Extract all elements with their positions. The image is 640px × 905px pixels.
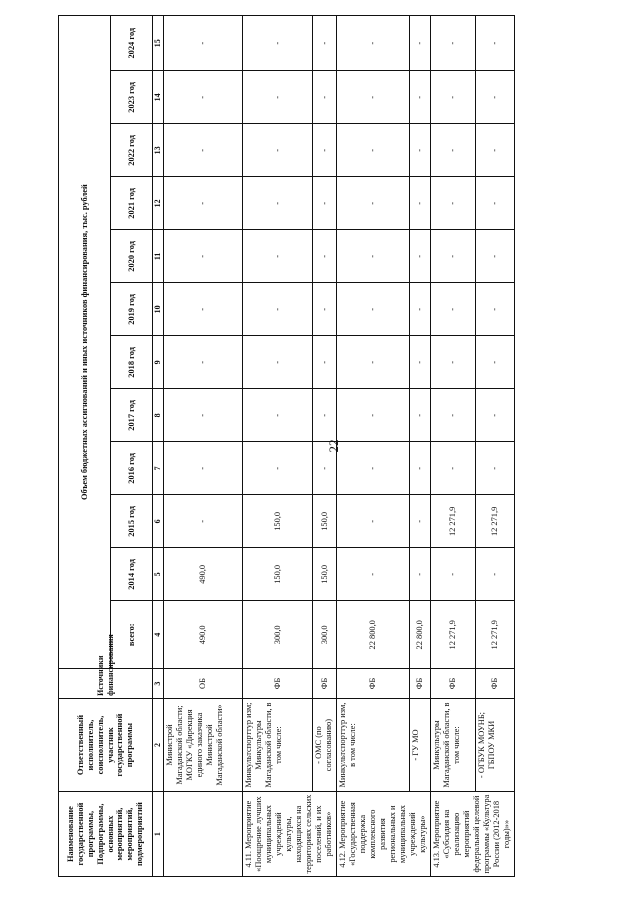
column-index: 5	[153, 548, 164, 601]
year-value-cell: -	[476, 442, 515, 495]
year-value-cell: -	[164, 16, 243, 71]
year-value-cell: -	[409, 548, 431, 601]
total-value-cell: 300,0	[312, 601, 337, 669]
year-value-cell: -	[431, 283, 476, 336]
program-name-cell: 4.13. Мероприятие «Субсидия на реализацию мероприятий федеральной целевой программы «Культура России (2012-2018 годы)»»	[431, 792, 515, 877]
column-index: 14	[153, 71, 164, 124]
year-value-cell: -	[409, 16, 431, 71]
year-value-cell: -	[312, 124, 337, 177]
year-value-cell: -	[409, 442, 431, 495]
header-year: 2024 год	[111, 16, 153, 71]
year-value-cell: -	[409, 71, 431, 124]
budget-table	[58, 15, 515, 877]
funding-source-cell: ФБ	[409, 669, 431, 699]
year-value-cell: -	[337, 124, 409, 177]
column-index-row	[153, 16, 164, 877]
total-value-cell: 490,0	[164, 601, 243, 669]
program-name-cell: 4.11. Мероприятие «Поощрение лучших муниципальных учреждений культуры, находящихся на территориях сельских поселений, и их работников»	[243, 792, 337, 877]
year-value-cell: -	[337, 177, 409, 230]
year-value-cell: -	[409, 177, 431, 230]
total-value-cell: 22 800,0	[337, 601, 409, 669]
year-value-cell: -	[312, 389, 337, 442]
year-value-cell: 150,0	[243, 495, 312, 548]
executor-cell: - ГУ МО	[409, 698, 431, 791]
year-value-cell: -	[409, 336, 431, 389]
column-index: 11	[153, 230, 164, 283]
header-executor: Ответственный исполнитель, соисполнитель, участник государственной программы	[59, 698, 153, 791]
year-value-cell: -	[164, 230, 243, 283]
year-value-cell: -	[337, 336, 409, 389]
column-index: 13	[153, 124, 164, 177]
header-year: 2014 год	[111, 548, 153, 601]
page-number: 22	[326, 439, 341, 453]
executor-cell: Минкультуры Магаданской области, в том числе:	[431, 698, 476, 791]
column-index: 8	[153, 389, 164, 442]
year-value-cell: -	[312, 230, 337, 283]
column-index: 7	[153, 442, 164, 495]
year-value-cell: -	[476, 124, 515, 177]
year-value-cell: -	[431, 16, 476, 71]
rotated-page-content	[58, 15, 515, 877]
header-year: 2021 год	[111, 177, 153, 230]
column-index: 12	[153, 177, 164, 230]
year-value-cell: 150,0	[312, 548, 337, 601]
year-value-cell: 150,0	[312, 495, 337, 548]
year-value-cell: 490,0	[164, 548, 243, 601]
year-value-cell: -	[164, 71, 243, 124]
table-body	[164, 16, 515, 877]
table-header	[59, 16, 164, 877]
total-value-cell: 22 800,0	[409, 601, 431, 669]
header-funding-volume: Объем бюджетных ассигнований и иных источников финансирования, тыс. рублей	[59, 16, 111, 669]
year-value-cell: -	[312, 71, 337, 124]
header-funding-source: Источники финансирования	[59, 669, 153, 699]
year-value-cell: -	[431, 177, 476, 230]
year-value-cell: -	[337, 495, 409, 548]
header-year: 2023 год	[111, 71, 153, 124]
column-index: 1	[153, 792, 164, 877]
table-row	[431, 16, 476, 877]
year-value-cell: -	[337, 283, 409, 336]
table-row	[312, 16, 337, 877]
total-value-cell: 12 271,9	[431, 601, 476, 669]
year-value-cell: -	[409, 283, 431, 336]
year-value-cell: -	[409, 389, 431, 442]
year-value-cell: 12 271,9	[476, 495, 515, 548]
year-value-cell: -	[476, 230, 515, 283]
funding-source-cell: ФБ	[312, 669, 337, 699]
year-value-cell: -	[164, 389, 243, 442]
year-value-cell: -	[337, 230, 409, 283]
funding-source-cell: ФБ	[476, 669, 515, 699]
total-value-cell: 12 271,9	[476, 601, 515, 669]
year-value-cell: -	[476, 283, 515, 336]
header-year: 2019 год	[111, 283, 153, 336]
table-row	[164, 16, 243, 877]
year-value-cell: -	[164, 177, 243, 230]
year-value-cell: -	[243, 71, 312, 124]
year-value-cell: -	[476, 548, 515, 601]
year-value-cell: -	[243, 177, 312, 230]
year-value-cell: -	[476, 71, 515, 124]
executor-cell: - ОМС (по согласованию)	[312, 698, 337, 791]
year-value-cell: -	[164, 495, 243, 548]
year-value-cell: -	[337, 442, 409, 495]
funding-source-cell: ФБ	[431, 669, 476, 699]
year-value-cell: -	[243, 389, 312, 442]
year-value-cell: -	[243, 124, 312, 177]
header-total: всего:	[111, 601, 153, 669]
header-year: 2020 год	[111, 230, 153, 283]
header-year: 2022 год	[111, 124, 153, 177]
year-value-cell: -	[164, 124, 243, 177]
year-value-cell: -	[431, 124, 476, 177]
year-value-cell: -	[164, 283, 243, 336]
year-value-cell: -	[409, 124, 431, 177]
header-year: 2015 год	[111, 495, 153, 548]
column-index: 6	[153, 495, 164, 548]
year-value-cell: -	[312, 177, 337, 230]
year-value-cell: -	[312, 336, 337, 389]
executor-cell: Минкультспорттур изм, в том числе:	[337, 698, 409, 791]
column-index: 15	[153, 16, 164, 71]
year-value-cell: 150,0	[243, 548, 312, 601]
year-value-cell: -	[243, 336, 312, 389]
executor-cell: Министрой Магаданской области; МОГКУ «Дирекция единого заказчика Министрой Магаданской области»	[164, 698, 243, 791]
year-value-cell: -	[476, 389, 515, 442]
column-index: 3	[153, 669, 164, 699]
year-value-cell: -	[243, 442, 312, 495]
year-value-cell: -	[337, 71, 409, 124]
executor-cell: Минкультспорттур изм; Минкультуры Магаданской области, в том числе:	[243, 698, 312, 791]
year-value-cell: -	[431, 71, 476, 124]
year-value-cell: -	[431, 442, 476, 495]
year-value-cell: -	[243, 16, 312, 71]
program-name-cell: 4.12. Мероприятие «Государственная поддержка комплексного развития региональных и муниципальных учреждений культуры»	[337, 792, 431, 877]
program-name-cell	[164, 792, 243, 877]
year-value-cell: -	[243, 283, 312, 336]
total-value-cell: 300,0	[243, 601, 312, 669]
year-value-cell: -	[431, 389, 476, 442]
year-value-cell: 12 271,9	[431, 495, 476, 548]
year-value-cell: -	[312, 442, 337, 495]
year-value-cell: -	[409, 230, 431, 283]
year-value-cell: -	[476, 336, 515, 389]
year-value-cell: -	[312, 16, 337, 71]
column-index: 4	[153, 601, 164, 669]
table-row	[409, 16, 431, 877]
year-value-cell: -	[337, 16, 409, 71]
year-value-cell: -	[476, 16, 515, 71]
header-year: 2017 год	[111, 389, 153, 442]
funding-source-cell: ОБ	[164, 669, 243, 699]
table-row	[476, 16, 515, 877]
header-program-name: Наименование государственной программы, Подпрограммы, основных мероприятий, мероприятий, подмероприятий	[59, 792, 153, 877]
year-value-cell: -	[164, 442, 243, 495]
year-value-cell: -	[431, 230, 476, 283]
executor-cell: - ОГБУК МОУНБ; ГБПОУ МКИ	[476, 698, 515, 791]
year-value-cell: -	[243, 230, 312, 283]
header-year: 2016 год	[111, 442, 153, 495]
year-value-cell: -	[337, 389, 409, 442]
header-year: 2018 год	[111, 336, 153, 389]
year-value-cell: -	[409, 495, 431, 548]
column-index: 2	[153, 698, 164, 791]
year-value-cell: -	[164, 336, 243, 389]
year-value-cell: -	[476, 177, 515, 230]
year-value-cell: -	[431, 336, 476, 389]
year-value-cell: -	[431, 548, 476, 601]
column-index: 10	[153, 283, 164, 336]
year-value-cell: -	[312, 283, 337, 336]
year-value-cell: -	[337, 548, 409, 601]
funding-source-cell: ФБ	[243, 669, 312, 699]
funding-source-cell: ФБ	[337, 669, 409, 699]
table-row	[243, 16, 312, 877]
table-row	[337, 16, 409, 877]
column-index: 9	[153, 336, 164, 389]
